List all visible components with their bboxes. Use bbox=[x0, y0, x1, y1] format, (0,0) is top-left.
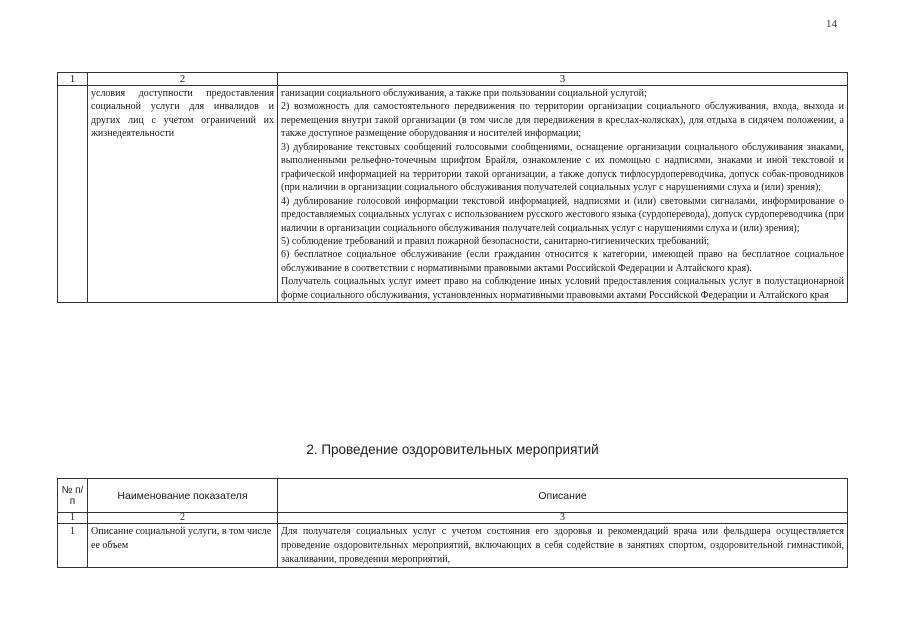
row-number-cell bbox=[58, 86, 88, 303]
table-header-row bbox=[58, 479, 848, 513]
column-number-row bbox=[58, 513, 848, 524]
table-row bbox=[58, 86, 848, 303]
page-number: 14 bbox=[826, 18, 837, 30]
description-cell: Для получателя социальных услуг с учетом состояния его здоровья и рекомендаций врача или фельдшера осуществляется проведение оздоровительных мероприятий, включающих в себя содействие в занятиях спортом, оздоровительной гимнастикой, закаливании, проведении мероприятий, bbox=[278, 524, 848, 568]
header-indicator: Наименование показателя bbox=[88, 479, 278, 513]
description-paragraph: ганизации социального обслуживания, а также при пользовании социальной услугой; bbox=[281, 88, 647, 99]
row-number: 1 bbox=[58, 524, 88, 568]
description-paragraph: 2) возможность для самостоятельного передвижения по территории организации социального обслуживания, входа, выхода и перемещения внутри такой организации (в том числе для передвижения в креслах-колясках), для отдыха в сидячем положении, а также доступное размещение оборудования и носителей информации; bbox=[281, 101, 844, 140]
indicator-cell: Описание социальной услуги, в том числе ее объем bbox=[88, 524, 278, 568]
table-row bbox=[58, 524, 848, 568]
description-paragraph: 5) соблюдение требований и правил пожарной безопасности, санитарно-гигиенических требований; bbox=[281, 235, 710, 247]
column-number: 2 bbox=[88, 513, 278, 524]
column-number: 3 bbox=[278, 73, 848, 86]
column-number-row bbox=[58, 73, 848, 86]
description-paragraph: Получатель социальных услуг имеет право на соблюдение иных условий предоставления социальных услуг в полустационарной форме социального обслуживания, установленных нормативными правовыми актами Российской Федерации и Алтайского края bbox=[281, 276, 844, 301]
continuation-table bbox=[57, 72, 848, 303]
column-number: 3 bbox=[278, 513, 848, 524]
health-measures-table bbox=[57, 478, 848, 568]
section-title: 2. Проведение оздоровительных мероприятий bbox=[306, 442, 599, 457]
header-number: № п/п bbox=[58, 479, 88, 513]
description-paragraph: 4) дублирование голосовой информации текстовой информацией, надписями и (или) световыми сигналами, информирование о предоставляемых социальных услугах с использованием русского жестового языка (сурдоперевода), допуск сурдопереводчика (при наличии в организации социального обслуживания получателей социальных услуг с нарушениями слуха и (или) зрения); bbox=[281, 195, 844, 234]
column-number: 1 bbox=[58, 513, 88, 524]
column-number: 2 bbox=[88, 73, 278, 86]
column-number: 1 bbox=[58, 73, 88, 86]
header-description: Описание bbox=[278, 479, 848, 513]
description-cell bbox=[278, 86, 848, 303]
description-paragraph: 3) дублирование текстовых сообщений голосовыми сообщениями, оснащение организации социального обслуживания знаками, выполненными рельефно-точечным шрифтом Брайля, ознакомление с их помощью с надписями, знаками и иной текстовой и графической информацией на территории такой организации, а также допуск тифлосурдопереводчика, допуск собак-проводников (при наличии в организации социального обслуживания получателей социальных услуг с нарушениями слуха и (или) зрения); bbox=[281, 141, 844, 194]
description-paragraph: 6) бесплатное социальное обслуживание (если гражданин относится к категории, имеющей право на бесплатное социальное обслуживание в соответствии с нормативными правовыми актами Российской Федерации и Алтайского края). bbox=[281, 249, 844, 274]
indicator-cell: условия доступности предоставления социальной услуги для инвалидов и других лиц с учетом ограничений их жизнедеятельности bbox=[88, 86, 278, 303]
